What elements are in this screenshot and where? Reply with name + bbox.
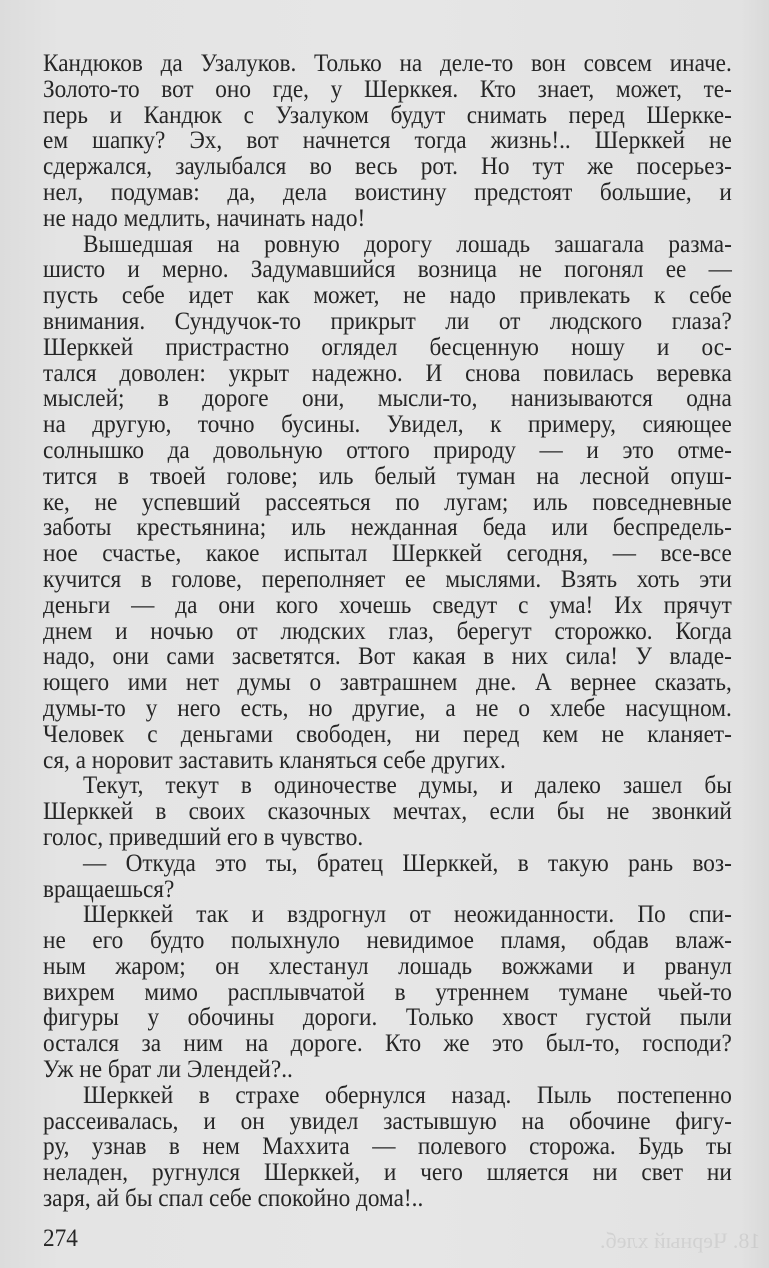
- text-line: Кандюков да Узалуков. Только на деле-то вон совсем иначе.: [43, 50, 732, 77]
- text-line: вихрем мимо расплывчатой в утреннем тумане чьей-то: [43, 978, 732, 1006]
- text-line: фигуры у обочины дороги. Только хвост густой пыли: [43, 1004, 732, 1032]
- text-line: надо, они сами засветятся. Вот какая в них сила! У владе-: [43, 643, 732, 671]
- text-line: Шерккей так и вздрогнул от неожиданности. По спи-: [82, 901, 732, 929]
- text-line: Уж не брат ли Элендей?..: [43, 1056, 293, 1084]
- text-line: голос, приведший его в чувство.: [43, 823, 364, 851]
- text-line: тался доволен: укрыт надежно. И снова повилась веревка: [43, 359, 732, 387]
- text-line: не его будто полыхнуло невидимое пламя, обдав влаж-: [43, 927, 732, 955]
- text-line: перь и Кандюк с Узалуком будут снимать перед Шеркке-: [43, 101, 732, 129]
- text-line: заботы крестьянина; иль нежданная беда или беспредель-: [43, 514, 732, 542]
- text-line: думы-то у него есть, но другие, а не о хлебе насущном.: [43, 694, 732, 722]
- text-line: ем шапку? Эх, вот начнется тогда жизнь!.. Шерккей не: [43, 127, 732, 155]
- text-line: на другую, точно бусины. Увидел, к примеру, сияющее: [43, 411, 732, 439]
- text-line: ющего ими нет думы о завтрашнем дне. А вернее сказать,: [43, 669, 732, 697]
- text-line: ке, не успевший рассеяться по лугам; иль повседневные: [43, 488, 732, 516]
- page-number: 274: [43, 1225, 78, 1252]
- text-line: — Откуда это ты, братец Шерккей, в такую рань воз-: [82, 849, 732, 877]
- text-line: Вышедшая на ровную дорогу лошадь зашагала разма-: [82, 230, 732, 258]
- text-line: кучится в голове, переполняет ее мыслями. Взять хоть эти: [43, 565, 732, 593]
- text-line: нел, подумав: да, дела воистину предстоят большие, и: [43, 178, 732, 206]
- text-line: Шерккей в своих сказочных мечтах, если бы не звонкий: [43, 798, 732, 826]
- text-line: тится в твоей голове; иль белый туман на лесной опуш-: [43, 462, 732, 490]
- text-line: Золото-то вот оно где, у Шерккея. Кто знает, может, те-: [43, 75, 732, 103]
- text-line: заря, ай бы спал себе спокойно дома!..: [43, 1185, 424, 1213]
- text-line: ся, а норовит заставить кланяться себе других.: [43, 746, 506, 774]
- text-line: Шерккей в страхе обернулся назад. Пыль постепенно: [82, 1081, 732, 1109]
- text-line: ное счастье, какое испытал Шерккей сегодня, — все-все: [43, 540, 732, 568]
- text-line: днем и ночью от людских глаз, берегут сторожко. Когда: [43, 617, 732, 645]
- text-line: солнышко да довольную оттого природу — и это отме-: [43, 436, 732, 464]
- text-line: сдержался, заулыбался во весь рот. Но тут же посерьез-: [43, 153, 732, 181]
- text-line: шисто и мерно. Задумавшийся возница не погонял ее —: [43, 256, 732, 284]
- text-line: ру, узнав в нем Маххита — полевого сторожа. Будь ты: [43, 1133, 732, 1161]
- text-line: Шерккей пристрастно оглядел бесценную ношу и ос-: [43, 333, 732, 361]
- text-line: вращаешься?: [43, 875, 175, 903]
- text-line: внимания. Сундучок-то прикрыт ли от людского глаза?: [43, 307, 732, 335]
- text-line: рассеивалась, и он увидел застывшую на обочине фигу-: [43, 1107, 732, 1135]
- text-line: неладен, ругнулся Шерккей, и чего шляется ни свет ни: [43, 1159, 732, 1187]
- body-text: [43, 51, 732, 1212]
- bleed-through-footer: 18. Черный хлеб.: [600, 1228, 761, 1253]
- text-line: остался за ним на дороге. Кто же это был-то, господи?: [43, 1030, 732, 1058]
- text-line: не надо медлить, начинать надо!: [43, 204, 366, 232]
- text-line: мыслей; в дороге они, мысли-то, нанизываются одна: [43, 385, 732, 413]
- text-line: Текут, текут в одиночестве думы, и далеко зашел бы: [82, 772, 732, 800]
- text-line: ным жаром; он хлестанул лошадь вожжами и рванул: [43, 952, 732, 980]
- text-line: деньги — да они кого хочешь сведут с ума! Их прячут: [43, 591, 732, 619]
- text-line: Человек с деньгами свободен, ни перед кем не кланяет-: [43, 720, 732, 748]
- text-line: пусть себе идет как может, не надо привлекать к себе: [43, 282, 732, 310]
